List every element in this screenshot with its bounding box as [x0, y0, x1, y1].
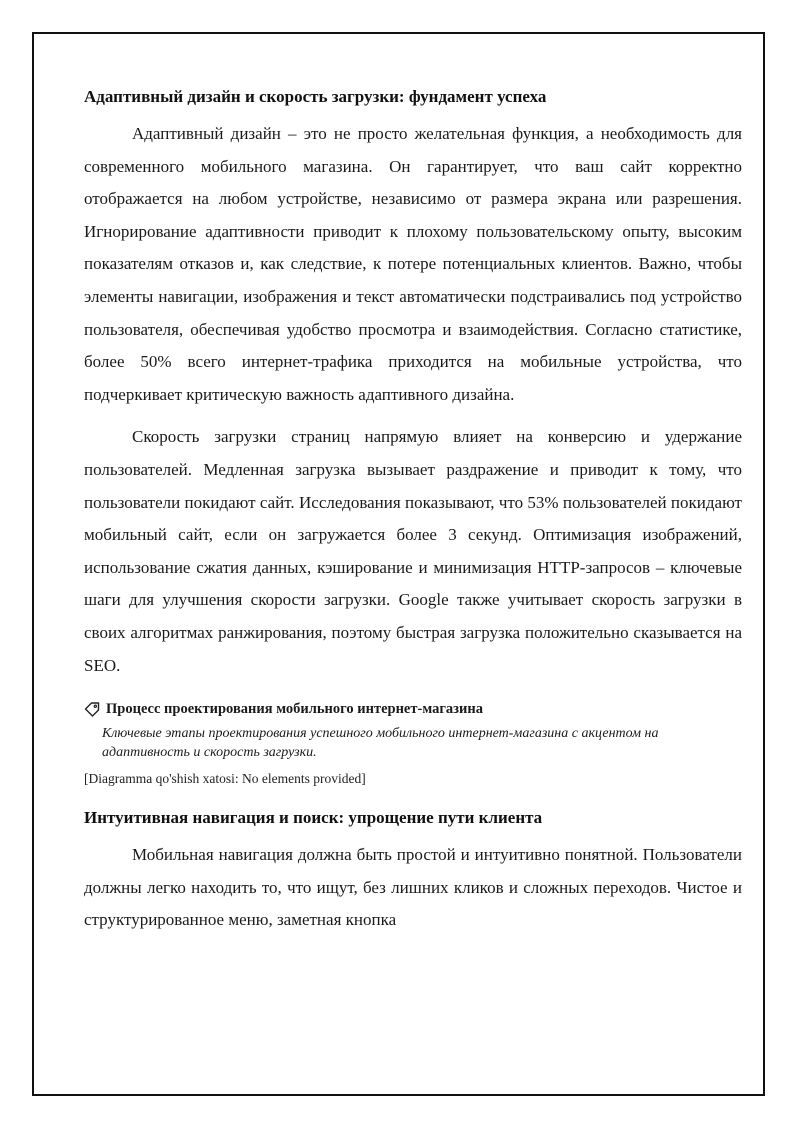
paragraph-navigation: Мобильная навигация должна быть простой и интуитивно понятной. Пользователи должны легко находить то, что ищут, без лишних кликов и сложных переходов. Чистое и структурированное меню, заметная кнопка — [84, 845, 742, 930]
diagram-block — [84, 698, 742, 787]
section-heading-navigation: Интуитивная навигация и поиск: упрощение пути клиента — [84, 808, 543, 828]
tag-icon — [84, 701, 100, 717]
document-content — [84, 86, 742, 947]
section-heading-adaptive: Адаптивный дизайн и скорость загрузки: фундамент успеха — [84, 87, 547, 106]
diagram-error-text: [Diagramma qo'shish xatosi: No elements provided] — [84, 771, 366, 787]
diagram-title: Процесс проектирования мобильного интернет-магазина — [106, 700, 483, 717]
diagram-caption: Ключевые этапы проектирования успешного мобильного интернет-магазина с акцентом на адаптивность и скорость загрузки. — [102, 726, 659, 761]
diagram-title-row — [84, 698, 742, 720]
paragraph-adaptive-design: Адаптивный дизайн – это не просто желательная функция, а необходимость для современного мобильного магазина. Он гарантирует, что ваш сайт корректно отображается на любом устройстве, независимо от размера экрана или разрешения. Игнорирование адаптивности приводит к плохому пользовательскому опыту, высоким показателям отказов и, как следствие, к потере потенциальных клиентов. Важно, чтобы элементы навигации, изображения и текст автоматически подстраивались под устройство пользователя, обеспечивая удобство просмотра и взаимодействия. Согласно статистике, более 50% всего интернет-трафика приходится на мобильные устройства, что подчеркивает критическую важность адаптивного дизайна. — [84, 124, 742, 404]
paragraph-load-speed: Скорость загрузки страниц напрямую влияет на конверсию и удержание пользователей. Медленная загрузка вызывает раздражение и приводит к тому, что пользователи покидают сайт. Исследования показывают, что 53% пользователей покидают мобильный сайт, если он загружается более 3 секунд. Оптимизация изображений, использование сжатия данных, кэширование и минимизация HTTP-запросов – ключевые шаги для улучшения скорости загрузки. Google также учитывает скорость загрузки в своих алгоритмах ранжирования, поэтому быстрая загрузка положительно сказывается на SEO. — [84, 427, 742, 675]
